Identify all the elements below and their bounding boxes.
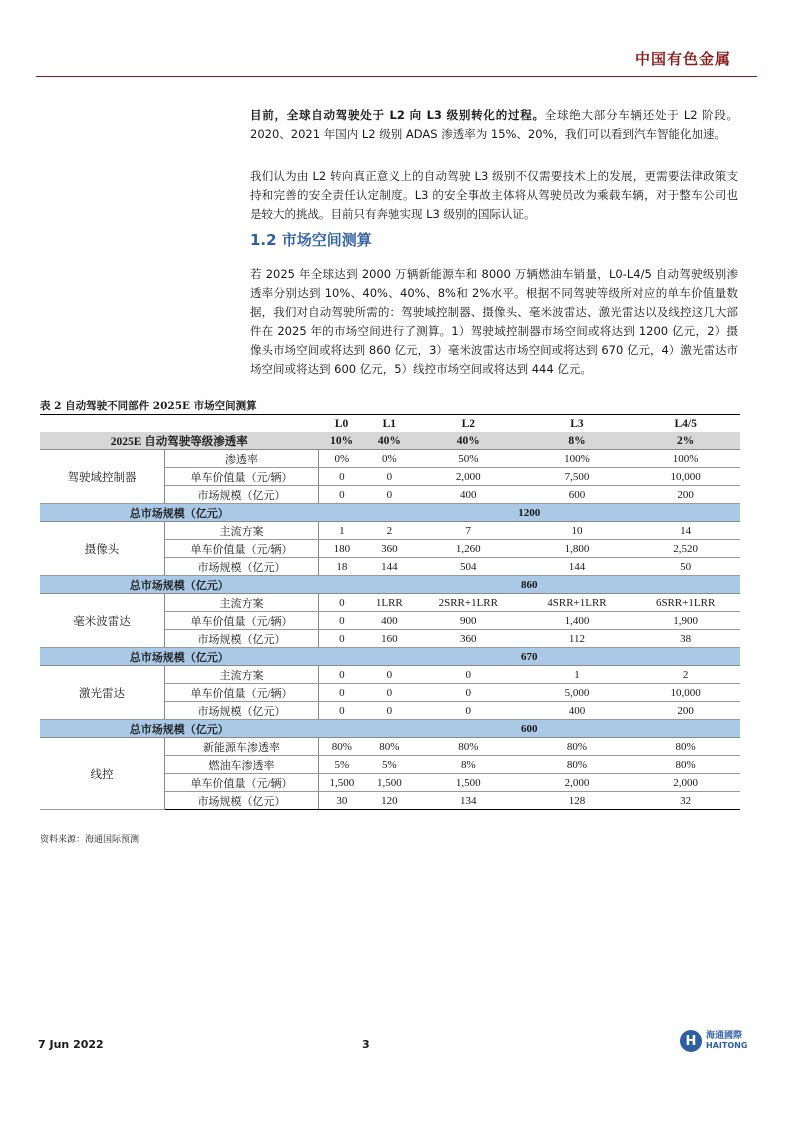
- table-cell: 80%: [365, 738, 414, 756]
- total-row: [40, 576, 740, 594]
- table-cell: 2,000: [414, 468, 523, 486]
- level-header: L0: [334, 417, 349, 430]
- table-cell: 0: [319, 702, 365, 720]
- table-cell: 360: [414, 630, 523, 648]
- table-cell: 80%: [631, 756, 740, 774]
- total-value: 860: [319, 576, 741, 594]
- level-header-row: [40, 415, 740, 432]
- table-cell: 80%: [523, 738, 632, 756]
- paragraph-3: 若 2025 年全球达到 2000 万辆新能源车和 8000 万辆燃油车销量，L0-L4/5 自动驾驶级别渗透率分别达到 10%、40%、40%、8%和 2%水平。根据不同驾驶等级所对应的单车价值量数据，我们对自动驾驶所需的：驾驶域控制器、摄像头、毫米波雷达、激光雷达以及线控这几大部件在 2025 年的市场空间进行了测算。1）驾驶域控制器市场空间或将达到 1200 亿元，2）摄像头市场空间或将达到 860 亿元，3）毫米波雷达市场空间或将达到 670 亿元，4）激光雷达市场空间或将达到 600 亿元，5）线控市场空间或将达到 444 亿元。: [250, 267, 738, 376]
- section-heading: 1.2 市场空间测算: [250, 231, 372, 249]
- total-value: 670: [319, 648, 741, 666]
- table-cell: 0: [365, 468, 414, 486]
- table-cell: 1,400: [523, 612, 632, 630]
- table-cell: 7: [414, 522, 523, 540]
- table-cell: 1,260: [414, 540, 523, 558]
- metric-label: 市场规模（亿元）: [165, 702, 319, 720]
- footer-date: 7 Jun 2022: [38, 1038, 104, 1051]
- table-cell: 2: [365, 522, 414, 540]
- penetration-value: 10%: [319, 432, 365, 450]
- component-name: 激光雷达: [40, 666, 165, 720]
- table-cell: 0: [319, 684, 365, 702]
- table-cell: 160: [365, 630, 414, 648]
- table-cell: 80%: [414, 738, 523, 756]
- table-cell: 50%: [414, 450, 523, 468]
- table-cell: 4SRR+1LRR: [523, 594, 632, 612]
- table-cell: 1,900: [631, 612, 740, 630]
- table-cell: 7,500: [523, 468, 632, 486]
- table-cell: 200: [631, 702, 740, 720]
- metric-label: 渗透率: [165, 450, 319, 468]
- metric-label: 市场规模（亿元）: [165, 558, 319, 576]
- table-cell: 32: [631, 792, 740, 810]
- metric-label: 单车价值量（元/辆）: [165, 612, 319, 630]
- table-cell: 5,000: [523, 684, 632, 702]
- paragraph-1-rest: 全球绝大部分车辆还处于 L2 阶段。2020、2021 年国内 L2 级别 ADAS 渗透率为 15%、20%，我们可以看到汽车智能化加速。: [250, 108, 738, 141]
- table-cell: 360: [365, 540, 414, 558]
- table-cell: 8%: [414, 756, 523, 774]
- level-header: L3: [570, 417, 584, 430]
- table-cell: 100%: [523, 450, 632, 468]
- table-row: [40, 522, 740, 540]
- table-cell: 1LRR: [365, 594, 414, 612]
- table-cell: 38: [631, 630, 740, 648]
- table-source: 资料来源：海通国际预测: [40, 835, 140, 845]
- table-cell: 1: [523, 666, 632, 684]
- metric-label: 单车价值量（元/辆）: [165, 774, 319, 792]
- table-cell: 2,000: [523, 774, 632, 792]
- table-cell: 30: [319, 792, 365, 810]
- table-cell: 80%: [319, 738, 365, 756]
- table-caption: 表 2 自动驾驶不同部件 2025E 市场空间测算: [40, 400, 257, 412]
- component-name: 驾驶域控制器: [40, 450, 165, 504]
- total-value: 600: [319, 720, 741, 738]
- table-cell: 0: [319, 612, 365, 630]
- metric-label: 市场规模（亿元）: [165, 630, 319, 648]
- table-cell: 80%: [523, 756, 632, 774]
- table-cell: 0: [319, 486, 365, 504]
- table-cell: 2SRR+1LRR: [414, 594, 523, 612]
- table-cell: 0: [414, 666, 523, 684]
- table-row: [40, 594, 740, 612]
- table-cell: 0: [365, 666, 414, 684]
- table-cell: 900: [414, 612, 523, 630]
- table-cell: 400: [523, 702, 632, 720]
- table-cell: 5%: [319, 756, 365, 774]
- paragraph-1-lead: 目前，全球自动驾驶处于 L2 向 L3 级别转化的过程。: [250, 108, 545, 122]
- table-cell: 100%: [631, 450, 740, 468]
- table-cell: 10,000: [631, 468, 740, 486]
- table-cell: 0: [319, 666, 365, 684]
- metric-label: 主流方案: [165, 522, 319, 540]
- market-table: [40, 415, 740, 810]
- metric-label: 主流方案: [165, 594, 319, 612]
- table-cell: 0%: [365, 450, 414, 468]
- penetration-row: [40, 432, 740, 450]
- penetration-label: 2025E 自动驾驶等级渗透率: [40, 432, 319, 450]
- penetration-value: 8%: [523, 432, 632, 450]
- table-cell: 600: [523, 486, 632, 504]
- table-cell: 144: [365, 558, 414, 576]
- table-cell: 0: [319, 630, 365, 648]
- table-row: [40, 450, 740, 468]
- table-cell: 2,520: [631, 540, 740, 558]
- table-cell: 0: [414, 684, 523, 702]
- table-cell: 1: [319, 522, 365, 540]
- table-cell: 2,000: [631, 774, 740, 792]
- component-name: 摄像头: [40, 522, 165, 576]
- haitong-logo: [680, 1030, 747, 1052]
- page-number: 3: [362, 1038, 370, 1051]
- total-row: [40, 504, 740, 522]
- haitong-logo-icon: H: [680, 1030, 702, 1052]
- table-cell: 0%: [319, 450, 365, 468]
- total-label: 总市场规模（亿元）: [40, 576, 319, 594]
- penetration-value: 2%: [631, 432, 740, 450]
- table-cell: 134: [414, 792, 523, 810]
- level-header: L2: [461, 417, 475, 430]
- metric-label: 新能源车渗透率: [165, 738, 319, 756]
- table-cell: 10,000: [631, 684, 740, 702]
- table-cell: 128: [523, 792, 632, 810]
- table-cell: 200: [631, 486, 740, 504]
- table-cell: 0: [365, 684, 414, 702]
- table-cell: 50: [631, 558, 740, 576]
- table-row: [40, 666, 740, 684]
- table-cell: 504: [414, 558, 523, 576]
- table-cell: 6SRR+1LRR: [631, 594, 740, 612]
- total-label: 总市场规模（亿元）: [40, 720, 319, 738]
- table-cell: 1,500: [365, 774, 414, 792]
- total-row: [40, 720, 740, 738]
- table-cell: 180: [319, 540, 365, 558]
- table-cell: 1,800: [523, 540, 632, 558]
- table-cell: 14: [631, 522, 740, 540]
- component-name: 线控: [40, 738, 165, 810]
- metric-label: 单车价值量（元/辆）: [165, 684, 319, 702]
- metric-label: 市场规模（亿元）: [165, 792, 319, 810]
- table-cell: 0: [365, 486, 414, 504]
- penetration-value: 40%: [414, 432, 523, 450]
- brand-title: 中国有色金属: [634, 50, 731, 68]
- table-cell: 0: [319, 468, 365, 486]
- table-cell: 2: [631, 666, 740, 684]
- table-cell: 144: [523, 558, 632, 576]
- penetration-value: 40%: [365, 432, 414, 450]
- total-row: [40, 648, 740, 666]
- table-cell: 80%: [631, 738, 740, 756]
- table-cell: 0: [365, 702, 414, 720]
- table-cell: 0: [414, 702, 523, 720]
- level-header: L1: [382, 417, 397, 430]
- table-row: [40, 738, 740, 756]
- total-value: 1200: [319, 504, 741, 522]
- table-cell: 1,500: [319, 774, 365, 792]
- table-cell: 5%: [365, 756, 414, 774]
- metric-label: 主流方案: [165, 666, 319, 684]
- table-cell: 0: [319, 594, 365, 612]
- table-cell: 400: [365, 612, 414, 630]
- table-cell: 18: [319, 558, 365, 576]
- total-label: 总市场规模（亿元）: [40, 648, 319, 666]
- table-cell: 112: [523, 630, 632, 648]
- metric-label: 燃油车渗透率: [165, 756, 319, 774]
- paragraph-2: 我们认为由 L2 转向真正意义上的自动驾驶 L3 级别不仅需要技术上的发展，更需要法律政策支持和完善的安全责任认定制度。L3 的安全事故主体将从驾驶员改为乘载车辆，对于整车公司也是较大的挑战。目前只有奔驰实现 L3 级别的国际认证。: [250, 169, 738, 221]
- component-name: 毫米波雷达: [40, 594, 165, 648]
- metric-label: 单车价值量（元/辆）: [165, 540, 319, 558]
- paragraph-1: [250, 106, 738, 144]
- table-cell: 10: [523, 522, 632, 540]
- table-cell: 400: [414, 486, 523, 504]
- table-cell: 120: [365, 792, 414, 810]
- table-cell: 1,500: [414, 774, 523, 792]
- level-header: L4/5: [674, 417, 697, 430]
- logo-cn: 海通國際: [706, 1031, 743, 1041]
- logo-en: HAITONG: [706, 1041, 748, 1050]
- header-rule: [36, 76, 757, 77]
- metric-label: 单车价值量（元/辆）: [165, 468, 319, 486]
- table-wrapper: [40, 414, 740, 810]
- total-label: 总市场规模（亿元）: [40, 504, 319, 522]
- metric-label: 市场规模（亿元）: [165, 486, 319, 504]
